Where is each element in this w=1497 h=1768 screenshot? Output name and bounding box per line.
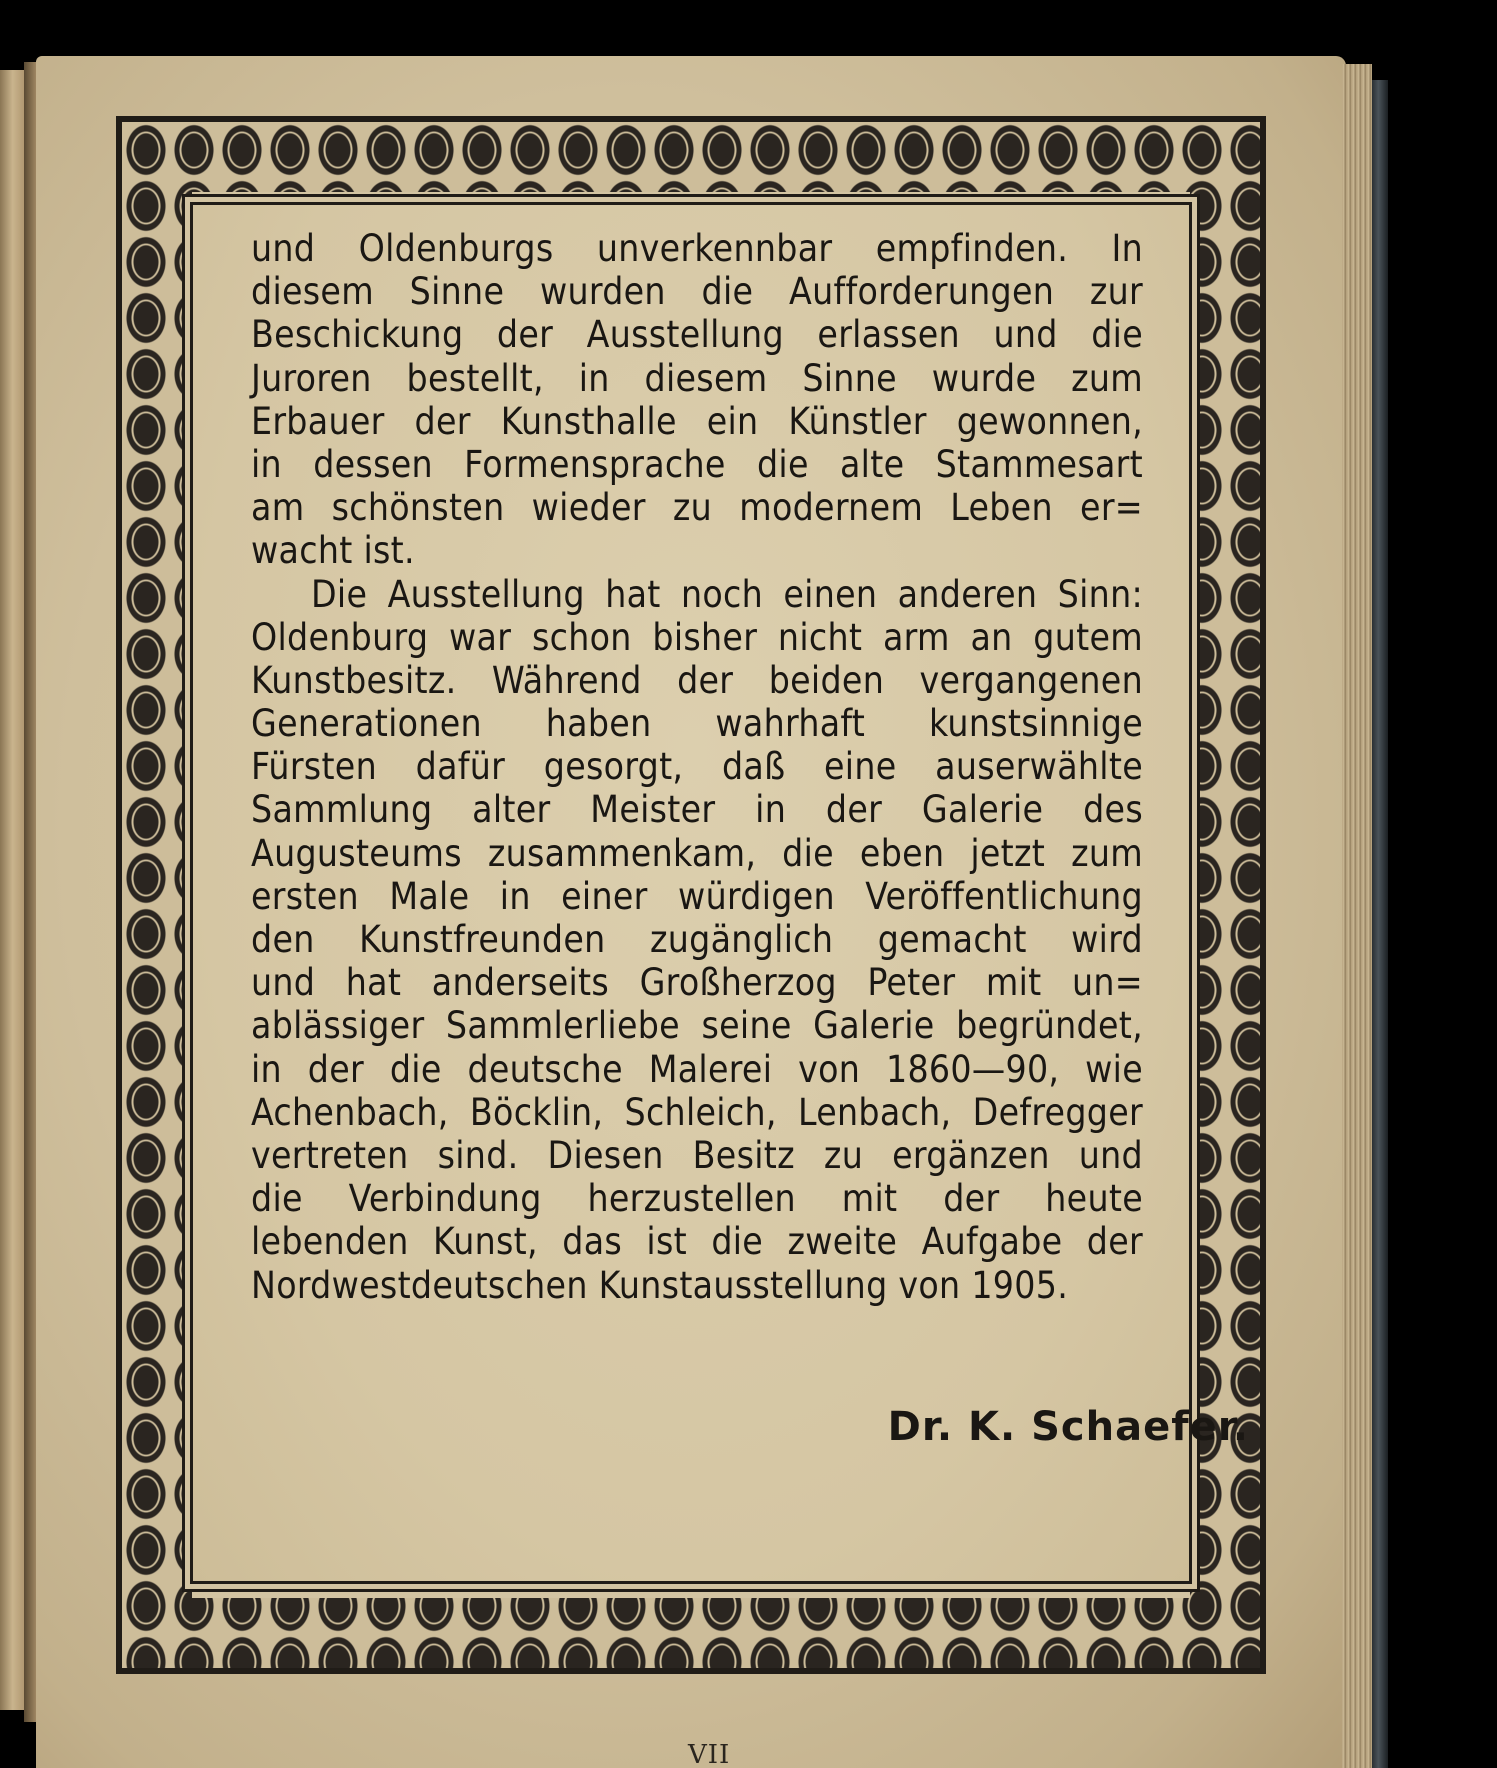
- page-number: VII: [688, 1740, 731, 1768]
- text-line: Fürsten dafür gesorgt, daß eine auserwählte: [251, 745, 1143, 789]
- text-line: lebenden Kunst, das ist die zweite Aufgabe der: [251, 1220, 1143, 1264]
- text-line: vertreten sind. Diesen Besitz zu ergänzen und: [251, 1133, 1143, 1177]
- book-cover-edge: [1372, 80, 1388, 1768]
- text-line: und hat anderseits Großherzog Peter mit un=: [251, 961, 1143, 1005]
- body-text: [251, 227, 1143, 1307]
- text-line: den Kunstfreunden zugänglich gemacht wird: [251, 918, 1143, 961]
- text-panel: [190, 202, 1192, 1584]
- text-line: Augusteums zusammenkam, die eben jetzt zum: [251, 831, 1143, 875]
- text-line: Sammlung alter Meister in der Galerie des: [251, 788, 1143, 832]
- text-line: in dessen Formensprache die alte Stammesart: [251, 442, 1143, 486]
- text-line: Nordwestdeutschen Kunstausstellung von 1905.: [251, 1263, 1069, 1307]
- text-line: Oldenburg war schon bisher nicht arm an gutem: [251, 615, 1143, 659]
- page-edges: [1342, 64, 1372, 1768]
- text-line: Beschickung der Ausstellung erlassen und die: [251, 313, 1143, 357]
- text-line: am schönsten wieder zu modernem Leben er=: [251, 486, 1143, 530]
- text-line: Achenbach, Böcklin, Schleich, Lenbach, Defregger: [251, 1090, 1143, 1134]
- author-signature: Dr. K. Schaefer.: [887, 1404, 1249, 1450]
- text-line: Kunstbesitz. Während der beiden vergangenen: [251, 658, 1143, 702]
- text-line: in der die deutsche Malerei von 1860—90, wie: [251, 1047, 1143, 1091]
- text-line: und Oldenburgs unverkennbar empfinden. In: [251, 227, 1143, 270]
- text-line: ablässiger Sammlerliebe seine Galerie begründet,: [251, 1004, 1143, 1048]
- text-line: Die Ausstellung hat noch einen anderen Sinn:: [311, 572, 1143, 616]
- text-line: Erbauer der Kunsthalle ein Künstler gewonnen,: [251, 399, 1143, 443]
- text-line: diesem Sinne wurden die Aufforderungen zur: [251, 270, 1143, 314]
- text-line: Generationen haben wahrhaft kunstsinnige: [251, 702, 1143, 746]
- text-line: die Verbindung herzustellen mit der heute: [251, 1177, 1143, 1221]
- text-line: ersten Male in einer würdigen Veröffentlichung: [251, 874, 1143, 918]
- text-line: Juroren bestellt, in diesem Sinne wurde zum: [251, 356, 1143, 400]
- text-line: wacht ist.: [251, 529, 415, 573]
